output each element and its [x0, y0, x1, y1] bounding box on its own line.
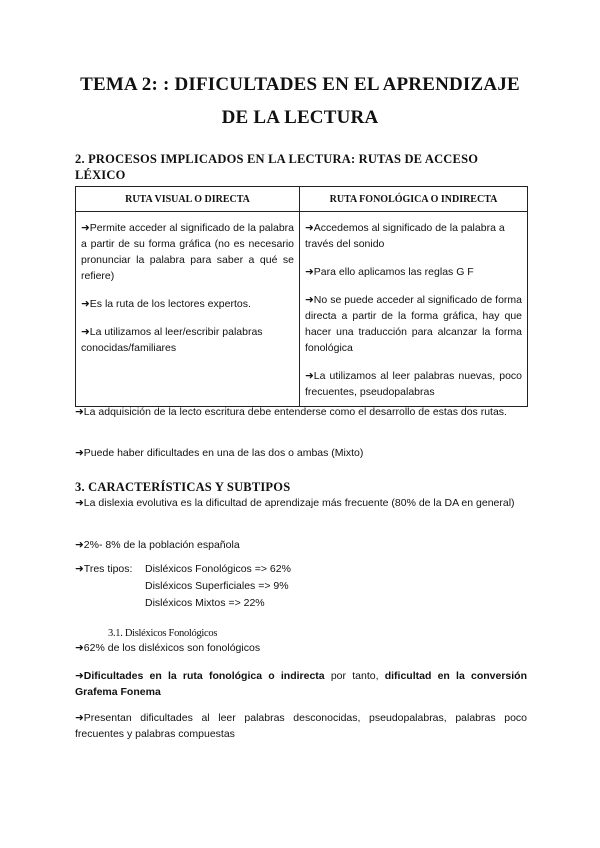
visual-route-item: ➜Permite acceder al significado de la palabra a partir de su forma gráfica (no es necesario pronunciar la palabra para saber a qué se refiere) — [81, 222, 294, 282]
phonological-percentage-paragraph: ➜62% de los disléxicos son fonológicos — [75, 642, 261, 654]
section-2-heading-line-2: LÉXICO — [75, 168, 126, 182]
bold-phrase: ➜Dificultades en la ruta fonológica o indirecta — [75, 670, 325, 682]
section-2-heading-line-1: 2. PROCESOS IMPLICADOS EN LA LECTURA: RUTAS DE ACCESO — [75, 152, 479, 166]
page-title-line-2: DE LA LECTURA — [221, 107, 379, 128]
phonological-route-item: ➜No se puede acceder al significado de forma directa a partir de la forma gráfica, hay que hacer una traducción para alcanzar la forma fonológica — [305, 294, 522, 354]
note-acquisition: ➜La adquisición de la lecto escritura debe entenderse como el desarrollo de estas dos rutas. — [75, 406, 507, 418]
page-title-line-1: TEMA 2: : DIFICULTADES EN EL APRENDIZAJE — [80, 74, 520, 95]
visual-route-item: ➜La utilizamos al leer/escribir palabras conocidas/familiares — [81, 326, 263, 354]
reading-difficulties-paragraph: ➜Presentan dificultades al leer palabras desconocidas, pseudopalabras, palabras poco frecuentes y palabras compuestas — [75, 712, 527, 740]
subsection-3-1-heading: 3.1. Disléxicos Fonológicos — [108, 628, 218, 639]
visual-route-item: ➜Es la ruta de los lectores expertos. — [81, 298, 251, 310]
type-item: Disléxicos Superficiales => 9% — [145, 580, 289, 592]
types-label: ➜Tres tipos: — [75, 563, 133, 575]
connector-text: por tanto, — [324, 670, 385, 682]
table-header-phonological-route: RUTA FONOLÓGICA O INDIRECTA — [300, 187, 528, 212]
bold-phrase: dificultad en la conversión Grafema Fonema — [75, 670, 528, 698]
note-difficulties: ➜Puede haber dificultades en una de las dos o ambas (Mixto) — [75, 447, 364, 459]
dyslexia-types — [75, 561, 291, 612]
dyslexia-frequency-paragraph: ➜La dislexia evolutiva es la dificultad de aprendizaje más frecuente (80% de la DA en general) — [75, 497, 515, 509]
phonological-route-item: ➜La utilizamos al leer palabras nuevas, poco frecuentes, pseudopalabras — [305, 370, 522, 398]
phonological-route-difficulty-paragraph — [75, 668, 527, 700]
phonological-route-item: ➜Para ello aplicamos las reglas G F — [305, 266, 474, 278]
section-3-heading: 3. CARACTERÍSTICAS Y SUBTIPOS — [75, 480, 291, 494]
phonological-route-item: ➜Accedemos al significado de la palabra a través del sonido — [305, 222, 505, 250]
population-paragraph: ➜2%- 8% de la población española — [75, 539, 240, 551]
table-header-visual-route: RUTA VISUAL O DIRECTA — [76, 187, 300, 212]
table-cell-visual-route — [76, 212, 300, 407]
type-item: Disléxicos Mixtos => 22% — [145, 597, 265, 609]
routes-table — [75, 186, 528, 407]
table-cell-phonological-route — [300, 212, 528, 407]
type-item: Disléxicos Fonológicos => 62% — [145, 563, 291, 575]
